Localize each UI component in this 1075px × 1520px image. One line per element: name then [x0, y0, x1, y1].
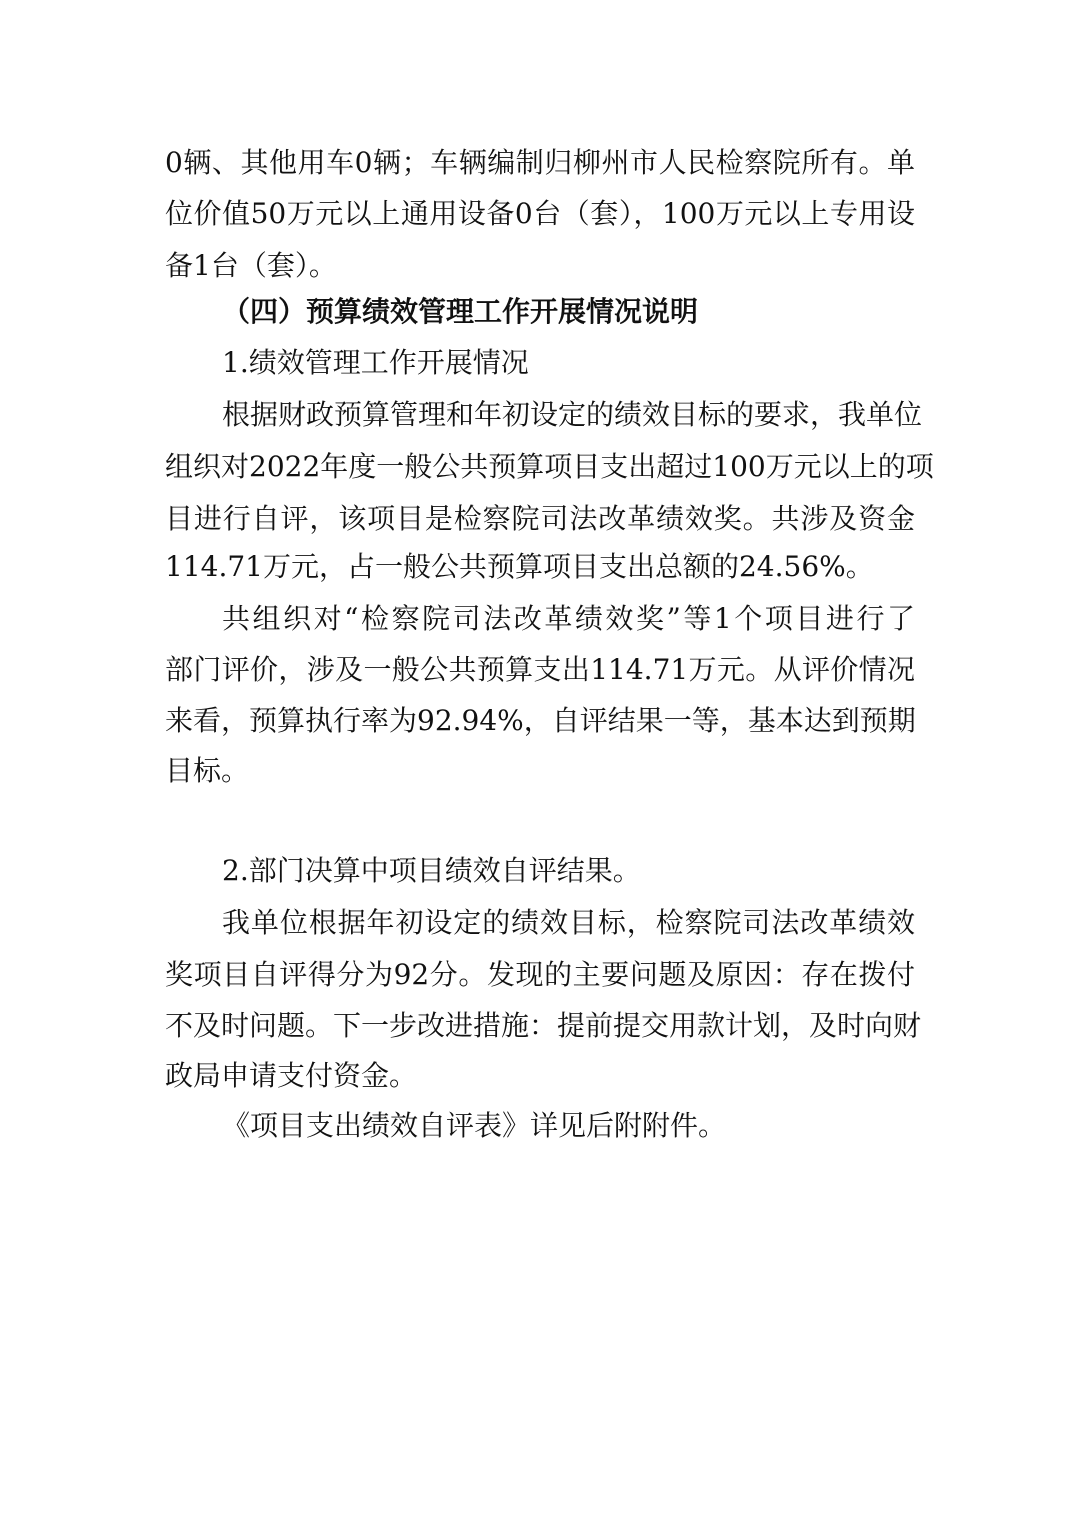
- text-line: 位价值50万元以上通用设备0台（套），100万元以上专用设: [165, 197, 915, 230]
- text-line: 114.71万元，占一般公共预算项目支出总额的24.56%。: [165, 550, 874, 583]
- text-line: 《项目支出绩效自评表》详见后附附件。: [222, 1109, 727, 1142]
- text-line: 目标。: [165, 754, 250, 787]
- text-line: 共组织对“检察院司法改革绩效奖”等1个项目进行了: [222, 602, 915, 635]
- text-line: 0辆、其他用车0辆；车辆编制归柳州市人民检察院所有。单: [165, 146, 915, 179]
- text-line: 组织对2022年度一般公共预算项目支出超过100万元以上的项: [165, 450, 934, 483]
- section-heading: （四）预算绩效管理工作开展情况说明: [222, 295, 699, 328]
- subsection-title: 2.部门决算中项目绩效自评结果。: [222, 854, 641, 887]
- text-line: 政局申请支付资金。: [165, 1059, 418, 1092]
- text-line: 备1台（套）。: [165, 249, 337, 282]
- text-line: 不及时问题。下一步改进措施：提前提交用款计划，及时向财: [165, 1009, 922, 1042]
- text-line: 来看，预算执行率为92.94%，自评结果一等，基本达到预期: [165, 704, 916, 737]
- text-line: 部门评价，涉及一般公共预算支出114.71万元。从评价情况: [165, 653, 915, 686]
- text-line: 我单位根据年初设定的绩效目标，检察院司法改革绩效: [222, 906, 915, 939]
- subsection-title: 1.绩效管理工作开展情况: [222, 346, 529, 379]
- text-line: 目进行自评，该项目是检察院司法改革绩效奖。共涉及资金: [165, 502, 915, 535]
- text-line: 根据财政预算管理和年初设定的绩效目标的要求，我单位: [222, 398, 923, 431]
- text-line: 奖项目自评得分为92分。发现的主要问题及原因：存在拨付: [165, 958, 915, 991]
